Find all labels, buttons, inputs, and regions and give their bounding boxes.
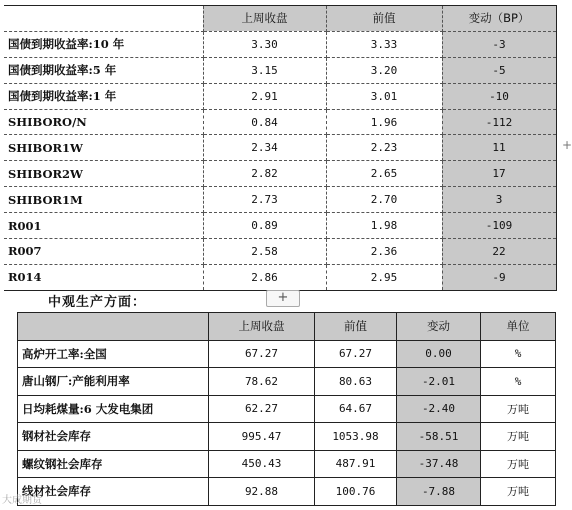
prev-value: 80.63 — [315, 368, 397, 396]
prev-value: 1.98 — [326, 213, 442, 239]
change-value: -37.48 — [397, 450, 481, 478]
last-week-value: 0.84 — [203, 109, 326, 135]
last-week-value: 2.86 — [203, 264, 326, 290]
table-header-row — [18, 313, 556, 341]
last-week-value: 2.34 — [203, 135, 326, 161]
header-last-week: 上周收盘 — [209, 313, 315, 341]
watermark-logo: 大成期货 — [2, 495, 42, 506]
unit-value: % — [481, 340, 556, 368]
last-week-value: 2.91 — [203, 83, 326, 109]
row-label: 唐山钢厂:产能利用率 — [18, 368, 209, 396]
prev-value: 2.70 — [326, 187, 442, 213]
table-row — [4, 31, 556, 57]
row-label: 日均耗煤量:6 大发电集团 — [18, 395, 209, 423]
table-row — [18, 478, 556, 506]
prev-value: 3.33 — [326, 31, 442, 57]
change-value: -3 — [442, 31, 556, 57]
row-label: 高炉开工率:全国 — [18, 340, 209, 368]
header-prev: 前值 — [315, 313, 397, 341]
last-week-value: 0.89 — [203, 213, 326, 239]
table-row — [18, 368, 556, 396]
row-label: SHIBOR1M — [4, 187, 203, 213]
prev-value: 67.27 — [315, 340, 397, 368]
change-value: 17 — [442, 161, 556, 187]
row-label: 国债到期收益率:10 年 — [4, 31, 203, 57]
unit-value: 万吨 — [481, 478, 556, 506]
prev-value: 2.65 — [326, 161, 442, 187]
table-row — [4, 161, 556, 187]
prev-value: 2.36 — [326, 239, 442, 265]
change-value: -10 — [442, 83, 556, 109]
table-row — [18, 423, 556, 451]
last-week-value: 62.27 — [209, 395, 315, 423]
prev-value: 3.01 — [326, 83, 442, 109]
table-row — [4, 239, 556, 265]
change-value: 11 — [442, 135, 556, 161]
add-column-handle[interactable]: + — [562, 138, 572, 152]
last-week-value: 450.43 — [209, 450, 315, 478]
table-row — [4, 83, 556, 109]
last-week-value: 2.82 — [203, 161, 326, 187]
prev-value: 487.91 — [315, 450, 397, 478]
last-week-value: 3.30 — [203, 31, 326, 57]
table-row — [4, 187, 556, 213]
add-row-button[interactable]: + — [266, 290, 300, 307]
table-row — [18, 395, 556, 423]
header-unit: 单位 — [481, 313, 556, 341]
change-value: -2.01 — [397, 368, 481, 396]
last-week-value: 2.73 — [203, 187, 326, 213]
table-row — [4, 264, 556, 290]
prev-value: 1.96 — [326, 109, 442, 135]
unit-value: % — [481, 368, 556, 396]
change-value: 0.00 — [397, 340, 481, 368]
row-label: 线材社会库存 — [18, 478, 209, 506]
row-label: SHIBORO/N — [4, 109, 203, 135]
prev-value: 1053.98 — [315, 423, 397, 451]
table-row — [4, 213, 556, 239]
header-last-week: 上周收盘 — [203, 6, 326, 32]
row-label: R014 — [4, 264, 203, 290]
bond-rates-table — [4, 5, 557, 291]
change-value: -109 — [442, 213, 556, 239]
row-label: 螺纹钢社会库存 — [18, 450, 209, 478]
prev-value: 3.20 — [326, 57, 442, 83]
prev-value: 100.76 — [315, 478, 397, 506]
last-week-value: 3.15 — [203, 57, 326, 83]
row-label: R001 — [4, 213, 203, 239]
change-value: -2.40 — [397, 395, 481, 423]
table-header-row — [4, 6, 556, 32]
prev-value: 2.95 — [326, 264, 442, 290]
unit-value: 万吨 — [481, 395, 556, 423]
table-row — [4, 57, 556, 83]
row-label: 国债到期收益率:5 年 — [4, 57, 203, 83]
header-prev: 前值 — [326, 6, 442, 32]
header-blank-cell — [4, 6, 203, 32]
change-value: 3 — [442, 187, 556, 213]
prev-value: 2.23 — [326, 135, 442, 161]
change-value: -5 — [442, 57, 556, 83]
row-label: SHIBOR1W — [4, 135, 203, 161]
change-value: -58.51 — [397, 423, 481, 451]
last-week-value: 67.27 — [209, 340, 315, 368]
last-week-value: 995.47 — [209, 423, 315, 451]
change-value: -9 — [442, 264, 556, 290]
last-week-value: 92.88 — [209, 478, 315, 506]
last-week-value: 78.62 — [209, 368, 315, 396]
header-blank-cell — [18, 313, 209, 341]
table-row — [4, 109, 556, 135]
row-label: R007 — [4, 239, 203, 265]
change-value: -112 — [442, 109, 556, 135]
change-value: 22 — [442, 239, 556, 265]
last-week-value: 2.58 — [203, 239, 326, 265]
table-row — [18, 340, 556, 368]
unit-value: 万吨 — [481, 423, 556, 451]
table-row — [4, 135, 556, 161]
unit-value: 万吨 — [481, 450, 556, 478]
prev-value: 64.67 — [315, 395, 397, 423]
header-change: 变动 — [397, 313, 481, 341]
change-value: -7.88 — [397, 478, 481, 506]
row-label: SHIBOR2W — [4, 161, 203, 187]
header-change-bp: 变动（BP） — [442, 6, 556, 32]
production-table — [17, 312, 556, 506]
row-label: 国债到期收益率:1 年 — [4, 83, 203, 109]
section-title: 中观生产方面： — [48, 295, 147, 310]
table-row — [18, 450, 556, 478]
row-label: 钢材社会库存 — [18, 423, 209, 451]
